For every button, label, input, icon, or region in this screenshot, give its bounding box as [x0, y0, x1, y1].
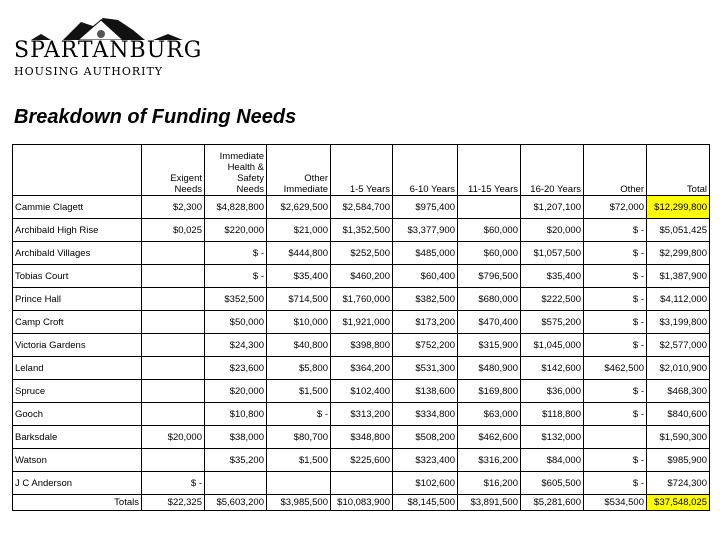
table-cell: $1,500 — [267, 380, 331, 403]
table-cell: $102,400 — [331, 380, 393, 403]
table-cell: $118,800 — [521, 403, 584, 426]
table-cell — [142, 357, 205, 380]
table-cell: $21,000 — [267, 219, 331, 242]
table-cell: $313,200 — [331, 403, 393, 426]
table-cell: $24,300 — [205, 334, 267, 357]
table-cell — [142, 242, 205, 265]
table-cell: $84,000 — [521, 449, 584, 472]
table-row — [13, 380, 710, 403]
table-cell: $575,200 — [521, 311, 584, 334]
table-cell: $2,300 — [142, 196, 205, 219]
table-cell: $ - — [584, 219, 647, 242]
table-cell: $37,548,025 — [647, 495, 710, 511]
table-cell: $132,000 — [521, 426, 584, 449]
table-cell: $23,600 — [205, 357, 267, 380]
row-label: Totals — [13, 495, 142, 511]
table-cell: $462,600 — [458, 426, 521, 449]
table-cell: $796,500 — [458, 265, 521, 288]
column-header: Other Immediate — [267, 145, 331, 196]
table-cell: $334,800 — [393, 403, 458, 426]
table-cell: $680,000 — [458, 288, 521, 311]
table-cell: $10,800 — [205, 403, 267, 426]
column-header: 1-5 Years — [331, 145, 393, 196]
table-row — [13, 472, 710, 495]
column-header: Other — [584, 145, 647, 196]
table-cell: $714,500 — [267, 288, 331, 311]
column-header: Immediate Health & Safety Needs — [205, 145, 267, 196]
table-cell: $398,800 — [331, 334, 393, 357]
table-cell: $138,600 — [393, 380, 458, 403]
table-cell: $444,800 — [267, 242, 331, 265]
table-cell: $1,921,000 — [331, 311, 393, 334]
table-cell: $316,200 — [458, 449, 521, 472]
column-header: Total — [647, 145, 710, 196]
table-cell — [142, 265, 205, 288]
table-cell: $5,051,425 — [647, 219, 710, 242]
column-header: 6-10 Years — [393, 145, 458, 196]
table-cell: $468,300 — [647, 380, 710, 403]
row-label: J C Anderson — [13, 472, 142, 495]
column-header: 11-15 Years — [458, 145, 521, 196]
table-row — [13, 265, 710, 288]
row-label: Leland — [13, 357, 142, 380]
funding-needs-table — [12, 144, 710, 511]
row-label: Watson — [13, 449, 142, 472]
table-cell: $60,000 — [458, 242, 521, 265]
table-cell: $20,000 — [521, 219, 584, 242]
logo-line-1: SPARTANBURG — [14, 38, 203, 63]
table-row — [13, 449, 710, 472]
row-label: Archibald High Rise — [13, 219, 142, 242]
table-cell — [142, 288, 205, 311]
table-cell: $80,700 — [267, 426, 331, 449]
table-row — [13, 357, 710, 380]
table-cell — [142, 311, 205, 334]
table-cell: $35,400 — [521, 265, 584, 288]
table-cell: $3,199,800 — [647, 311, 710, 334]
table-cell: $ - — [584, 403, 647, 426]
row-label: Gooch — [13, 403, 142, 426]
table-cell — [142, 334, 205, 357]
table-cell: $3,891,500 — [458, 495, 521, 511]
table-cell: $ - — [205, 265, 267, 288]
table-cell — [331, 472, 393, 495]
table-row — [13, 242, 710, 265]
table-cell: $315,900 — [458, 334, 521, 357]
table-cell: $ - — [584, 380, 647, 403]
table-cell: $5,281,600 — [521, 495, 584, 511]
table-cell: $ - — [205, 242, 267, 265]
table-row — [13, 426, 710, 449]
table-cell: $0,025 — [142, 219, 205, 242]
table-cell: $3,985,500 — [267, 495, 331, 511]
table-cell: $225,600 — [331, 449, 393, 472]
table-cell: $470,400 — [458, 311, 521, 334]
column-header: Exigent Needs — [142, 145, 205, 196]
table-cell: $534,500 — [584, 495, 647, 511]
table-cell — [205, 472, 267, 495]
table-cell — [142, 403, 205, 426]
table-cell: $605,500 — [521, 472, 584, 495]
table-cell: $60,400 — [393, 265, 458, 288]
row-label: Tobias Court — [13, 265, 142, 288]
table-cell: $ - — [584, 472, 647, 495]
table-row — [13, 196, 710, 219]
table-cell: $35,400 — [267, 265, 331, 288]
table-cell: $1,045,000 — [521, 334, 584, 357]
table-row — [13, 311, 710, 334]
table-row — [13, 403, 710, 426]
table-header-row — [13, 145, 710, 196]
table-cell — [142, 449, 205, 472]
table-cell: $508,200 — [393, 426, 458, 449]
table-cell: $1,057,500 — [521, 242, 584, 265]
table-cell: $ - — [584, 311, 647, 334]
row-label: Victoria Gardens — [13, 334, 142, 357]
table-cell: $173,200 — [393, 311, 458, 334]
logo-line-2: HOUSING AUTHORITY — [14, 65, 164, 78]
table-cell: $169,800 — [458, 380, 521, 403]
table-cell: $364,200 — [331, 357, 393, 380]
table-row — [13, 288, 710, 311]
table-cell: $ - — [267, 403, 331, 426]
table-cell: $1,590,300 — [647, 426, 710, 449]
table-cell — [458, 196, 521, 219]
row-label: Archibald Villages — [13, 242, 142, 265]
table-cell: $2,577,000 — [647, 334, 710, 357]
table-cell: $16,200 — [458, 472, 521, 495]
table-cell: $22,325 — [142, 495, 205, 511]
table-cell: $ - — [584, 265, 647, 288]
table-cell: $840,600 — [647, 403, 710, 426]
table-cell: $8,145,500 — [393, 495, 458, 511]
row-label: Cammie Clagett — [13, 196, 142, 219]
table-cell: $20,000 — [142, 426, 205, 449]
table-cell: $1,760,000 — [331, 288, 393, 311]
table-cell: $50,000 — [205, 311, 267, 334]
house-rooftops-icon — [23, 10, 183, 40]
table-cell: $480,900 — [458, 357, 521, 380]
table-cell: $1,352,500 — [331, 219, 393, 242]
table-cell: $5,800 — [267, 357, 331, 380]
table-cell: $12,299,800 — [647, 196, 710, 219]
table-cell — [584, 426, 647, 449]
table-row — [13, 334, 710, 357]
table-cell: $2,299,800 — [647, 242, 710, 265]
table-cell: $1,500 — [267, 449, 331, 472]
table-cell: $2,584,700 — [331, 196, 393, 219]
table-cell: $35,200 — [205, 449, 267, 472]
table-cell: $323,400 — [393, 449, 458, 472]
table-cell: $752,200 — [393, 334, 458, 357]
table-cell: $ - — [584, 242, 647, 265]
spartanburg-housing-authority-logo — [8, 10, 203, 78]
table-cell: $724,300 — [647, 472, 710, 495]
table-cell: $ - — [142, 472, 205, 495]
totals-row — [13, 495, 710, 511]
table-cell: $10,000 — [267, 311, 331, 334]
table-cell: $ - — [584, 449, 647, 472]
table-cell: $ - — [584, 288, 647, 311]
page-title: Breakdown of Funding Needs — [14, 106, 297, 128]
table-row — [13, 219, 710, 242]
table-cell: $460,200 — [331, 265, 393, 288]
row-label: Barksdale — [13, 426, 142, 449]
table-cell: $531,300 — [393, 357, 458, 380]
table-cell: $20,000 — [205, 380, 267, 403]
table-cell: $72,000 — [584, 196, 647, 219]
table-cell: $ - — [584, 334, 647, 357]
table-cell: $102,600 — [393, 472, 458, 495]
column-header: 16-20 Years — [521, 145, 584, 196]
table-cell: $985,900 — [647, 449, 710, 472]
table-cell: $382,500 — [393, 288, 458, 311]
table-cell: $3,377,900 — [393, 219, 458, 242]
table-cell: $462,500 — [584, 357, 647, 380]
table-cell — [142, 380, 205, 403]
table-cell: $142,600 — [521, 357, 584, 380]
table-cell: $36,000 — [521, 380, 584, 403]
table-cell: $222,500 — [521, 288, 584, 311]
table-cell: $1,207,100 — [521, 196, 584, 219]
table-cell: $220,000 — [205, 219, 267, 242]
table-cell — [267, 472, 331, 495]
table-cell: $4,828,800 — [205, 196, 267, 219]
table-cell: $38,000 — [205, 426, 267, 449]
table-cell: $975,400 — [393, 196, 458, 219]
table-cell: $40,800 — [267, 334, 331, 357]
table-cell: $5,603,200 — [205, 495, 267, 511]
row-label: Spruce — [13, 380, 142, 403]
table-cell: $60,000 — [458, 219, 521, 242]
table-cell: $10,083,900 — [331, 495, 393, 511]
row-label: Prince Hall — [13, 288, 142, 311]
table-cell: $63,000 — [458, 403, 521, 426]
row-label: Camp Croft — [13, 311, 142, 334]
table-cell: $1,387,900 — [647, 265, 710, 288]
table-cell: $252,500 — [331, 242, 393, 265]
header-corner — [13, 145, 142, 196]
table-cell: $348,800 — [331, 426, 393, 449]
table-cell: $4,112,000 — [647, 288, 710, 311]
table-cell: $2,010,900 — [647, 357, 710, 380]
table-cell: $485,000 — [393, 242, 458, 265]
table-cell: $2,629,500 — [267, 196, 331, 219]
table-cell: $352,500 — [205, 288, 267, 311]
